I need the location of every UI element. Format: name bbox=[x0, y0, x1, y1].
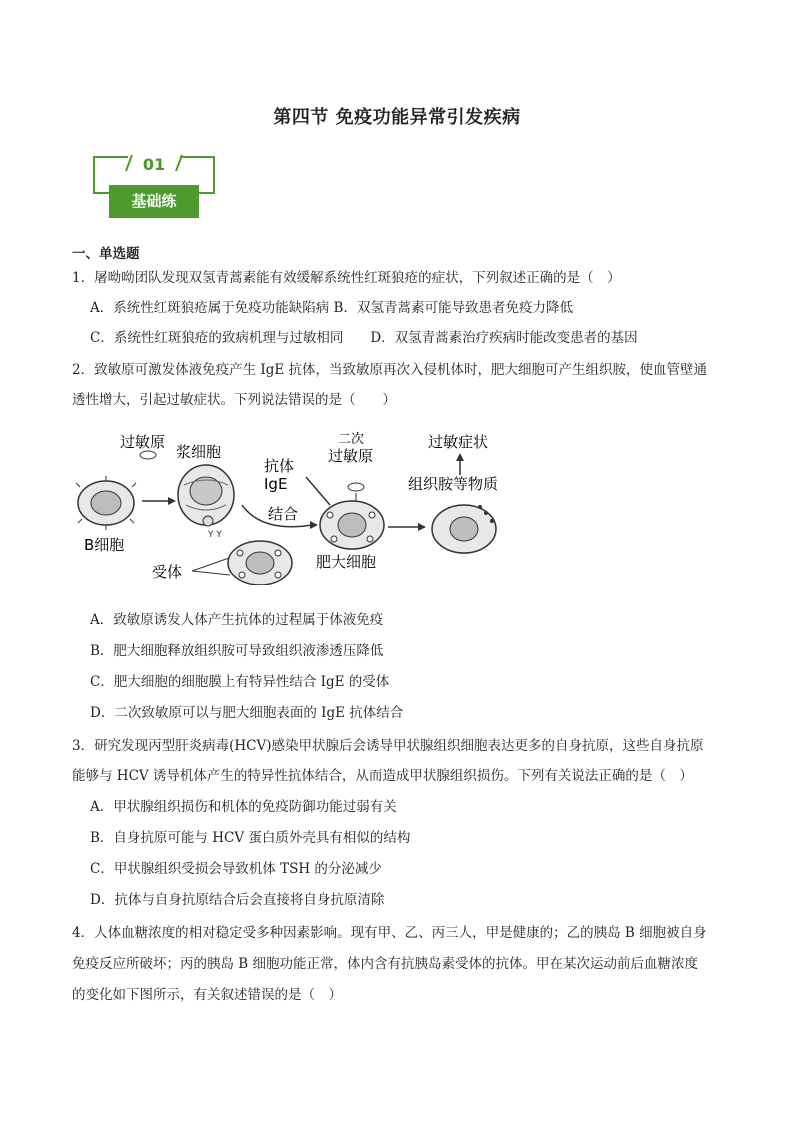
label-mast-cell: 肥大细胞 bbox=[316, 553, 377, 571]
q2-option-a: A．致敏原诱发人体产生抗体的过程属于体液免疫 bbox=[90, 612, 384, 628]
q1-options-row2: C．系统性红斑狼疮的致病机理与过敏相同 D．双氢青蒿素治疗疾病时能改变患者的基因 bbox=[90, 330, 638, 346]
q2-option-b: B．肥大细胞释放组织胺可导致组织液渗透压降低 bbox=[90, 643, 384, 659]
q4-stem-line2: 免疫反应所破坏；丙的胰岛 B 细胞功能正常，体内含有抗胰岛素受体的抗体。甲在某次运动前后血糖浓度 bbox=[72, 956, 699, 972]
label-histamine: 组织胺等物质 bbox=[408, 475, 499, 493]
page-title: 第四节 免疫功能异常引发疾病 bbox=[273, 107, 521, 128]
q3-option-d: D．抗体与自身抗原结合后会直接将自身抗原清除 bbox=[90, 892, 385, 908]
q3-option-b: B．自身抗原可能与 HCV 蛋白质外壳具有相似的结构 bbox=[90, 830, 411, 846]
label-allergen: 过敏原 bbox=[120, 433, 166, 451]
mast-cell-drawing bbox=[320, 501, 384, 549]
label-second-2: 过敏原 bbox=[328, 447, 374, 465]
label-b-cell: B细胞 bbox=[84, 536, 125, 554]
q1-options-row1: A．系统性红斑狼疮属于免疫功能缺陷病 B．双氢青蒿素可能导致患者免疫力降低 bbox=[90, 300, 573, 316]
label-receptor: 受体 bbox=[152, 563, 183, 581]
allergen-shape bbox=[140, 451, 156, 459]
badge-label: 基础练 bbox=[109, 185, 199, 218]
q1-stem: 1．屠呦呦团队发现双氢青蒿素能有效缓解系统性红斑狼疮的症状，下列叙述正确的是（ ） bbox=[72, 270, 621, 286]
q2-stem-line2: 透性增大，引起过敏症状。下列说法错误的是（ ） bbox=[72, 392, 396, 408]
section-badge bbox=[88, 153, 220, 221]
q2-option-d: D．二次致敏原可以与肥大细胞表面的 IgE 抗体结合 bbox=[90, 705, 404, 721]
q4-stem-line3: 的变化如下图所示，有关叙述错误的是（ ） bbox=[72, 987, 342, 1003]
label-antibody: 抗体 bbox=[264, 457, 295, 475]
label-plasma-cell: 浆细胞 bbox=[176, 443, 222, 461]
svg-text:Y Y: Y Y bbox=[208, 530, 222, 540]
plasma-cell-drawing bbox=[178, 465, 234, 526]
q2-stem-line1: 2．致敏原可激发体液免疫产生 IgE 抗体，当致敏原再次入侵机体时，肥大细胞可产生组织胺，使血管壁通 bbox=[72, 362, 707, 378]
section-heading: 一、单选题 bbox=[72, 246, 140, 262]
label-ige: IgE bbox=[264, 475, 288, 493]
badge-number: 01 bbox=[142, 155, 166, 174]
second-allergen-shape bbox=[348, 483, 364, 491]
q3-option-a: A．甲状腺组织损伤和机体的免疫防御功能过弱有关 bbox=[90, 799, 397, 815]
q4-stem-line1: 4．人体血糖浓度的相对稳定受多种因素影响。现有甲、乙、丙三人，甲是健康的；乙的胰岛 B 细胞被自身 bbox=[72, 925, 707, 941]
label-second-1: 二次 bbox=[338, 432, 365, 447]
receptor-cell-drawing bbox=[228, 541, 292, 585]
b-cell-drawing bbox=[76, 476, 136, 530]
label-bind: 结合 bbox=[268, 505, 299, 523]
q3-stem-line1: 3．研究发现丙型肝炎病毒(HCV)感染甲状腺后会诱导甲状腺组织细胞表达更多的自身抗原，这些自身抗原 bbox=[72, 738, 704, 754]
q3-option-c: C．甲状腺组织受损会导致机体 TSH 的分泌减少 bbox=[90, 861, 382, 877]
q3-stem-line2: 能够与 HCV 诱导机体产生的特异性抗体结合，从而造成甲状腺组织损伤。下列有关说法正确的是（ ） bbox=[72, 768, 693, 784]
releasing-cell-drawing bbox=[432, 505, 496, 553]
label-symptom: 过敏症状 bbox=[428, 433, 489, 451]
allergy-mechanism-diagram bbox=[72, 425, 532, 585]
q2-option-c: C．肥大细胞的细胞膜上有特异性结合 IgE 的受体 bbox=[90, 674, 390, 690]
